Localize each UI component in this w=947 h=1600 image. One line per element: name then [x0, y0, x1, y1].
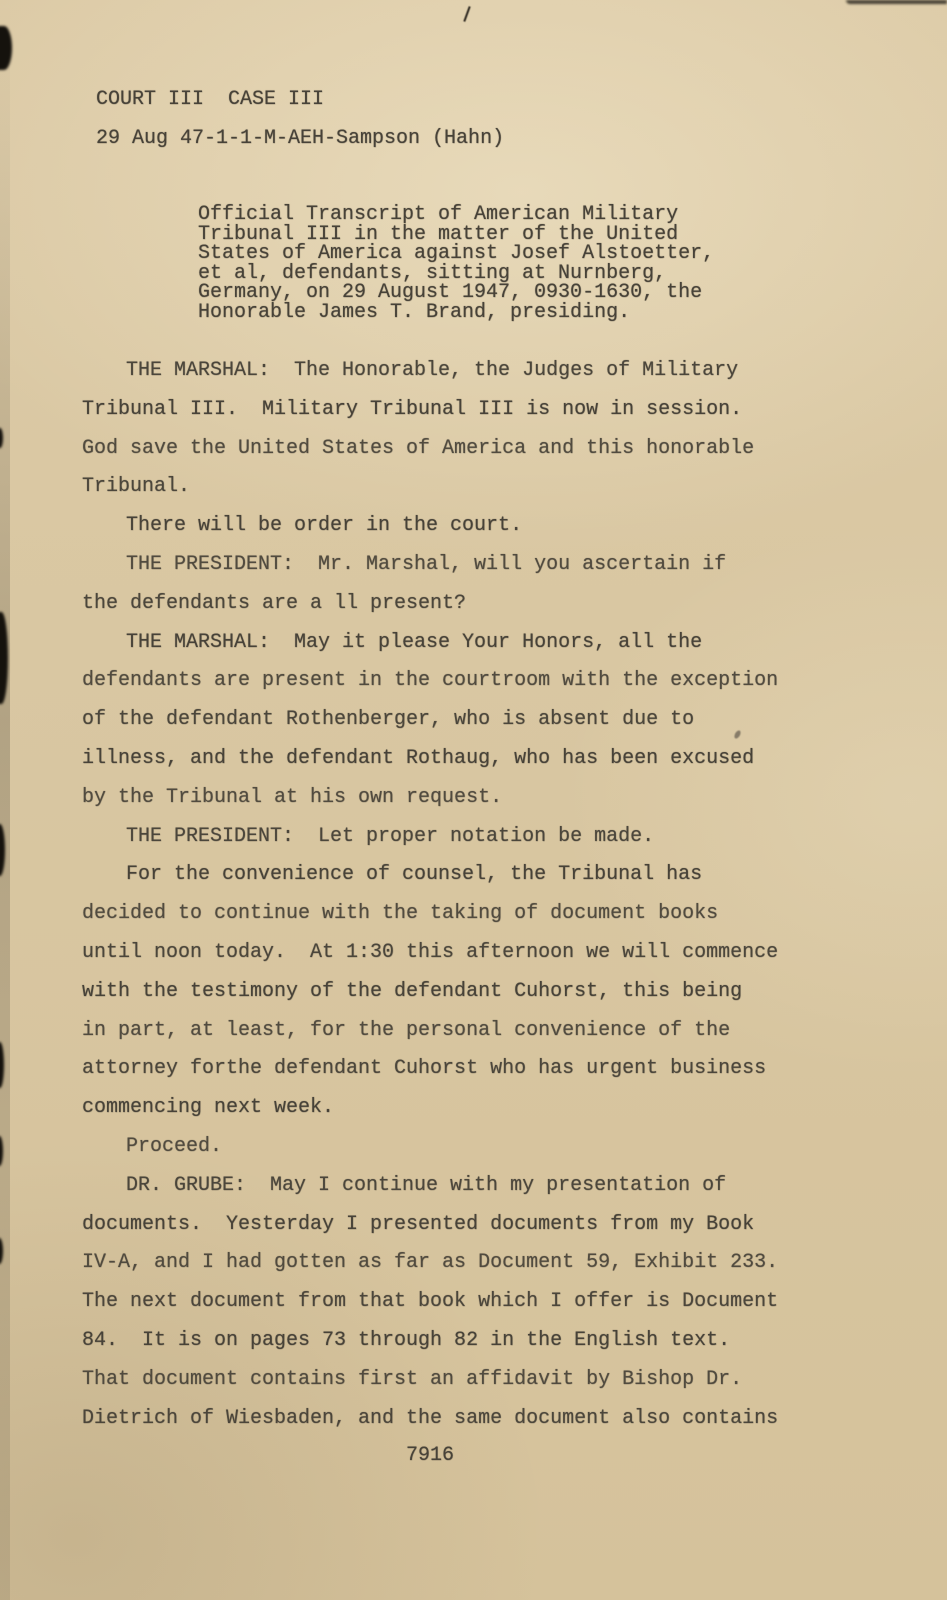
transcript-line: illness, and the defendant Rothaug, who has been excused [82, 746, 755, 770]
transcript-line: of the defendant Rothenberger, who is absent due to [82, 708, 695, 732]
scan-edge-shade [0, 0, 10, 1600]
transcript-line: documents. Yesterday I presented documents from my Book [82, 1212, 755, 1236]
transcript-line: commencing next week. [82, 1096, 335, 1120]
transcript-line: THE PRESIDENT: Mr. Marshal, will you ascertain if [126, 552, 727, 576]
transcript-line: attorney forthe defendant Cuhorst who has urgent business [82, 1057, 767, 1081]
transcript-line: in part, at least, for the personal convenience of the [82, 1018, 731, 1042]
transcript-line: God save the United States of America and this honorable [82, 436, 755, 460]
transcript-line: until noon today. At 1:30 this afternoon we will commence [82, 940, 779, 964]
transcript-line: Proceed. [126, 1134, 223, 1158]
transcript-line: IV-A, and I had gotten as far as Document 59, Exhibit 233. [82, 1251, 779, 1275]
citation-line: Germany, on 29 August 1947, 0930-1630, the [198, 281, 703, 305]
transcript-line: defendants are present in the courtroom with the exception [82, 669, 779, 693]
transcript-body [82, 352, 902, 1438]
transcript-line: decided to continue with the taking of document books [82, 902, 719, 926]
citation-line: Official Transcript of American Military [198, 203, 679, 226]
transcript-line: The next document from that book which I offer is Document [82, 1290, 779, 1314]
transcript-line: THE PRESIDENT: Let proper notation be made. [126, 824, 655, 848]
transcript-line: Tribunal III. Military Tribunal III is now in session. [82, 397, 743, 421]
transcript-citation-block [198, 205, 714, 323]
transcript-line: For the convenience of counsel, the Tribunal has [126, 863, 703, 887]
transcript-line: DR. GRUBE: May I continue with my presentation of [126, 1173, 727, 1197]
citation-line: Honorable James T. Brand, presiding. [198, 300, 631, 324]
transcript-line: the defendants are a ll present? [82, 591, 467, 615]
transcript-line: 84. It is on pages 73 through 82 in the English text. [82, 1328, 731, 1352]
court-case-line: COURT III CASE III [96, 88, 325, 111]
transcript-line: Tribunal. [82, 475, 191, 499]
citation-line: et al, defendants, sitting at Nurnberg, [198, 261, 667, 285]
document-header [96, 80, 504, 158]
transcript-line: THE MARSHAL: May it please Your Honors, all the [126, 630, 703, 654]
transcript-line: with the testimony of the defendant Cuhorst, this being [82, 979, 743, 1003]
transcript-line: THE MARSHAL: The Honorable, the Judges of Military [126, 359, 739, 382]
transcript-line: Dietrich of Wiesbaden, and the same document also contains [82, 1406, 779, 1430]
transcript-line: That document contains first an affidavit by Bishop Dr. [82, 1367, 743, 1391]
page-number: 7916 [405, 1444, 454, 1467]
scan-artifact-corner [0, 26, 12, 70]
scan-artifact-stray-mark [463, 6, 470, 22]
transcript-line: by the Tribunal at his own request. [82, 785, 503, 809]
citation-line: States of America against Josef Alstoetter, [198, 242, 715, 266]
transcript-line: There will be order in the court. [126, 514, 523, 538]
citation-line: Tribunal III in the matter of the United [198, 222, 679, 246]
scan-artifact-top-edge [846, 0, 947, 4]
date-reporter-line: 29 Aug 47-1-1-M-AEH-Sampson (Hahn) [96, 127, 505, 150]
